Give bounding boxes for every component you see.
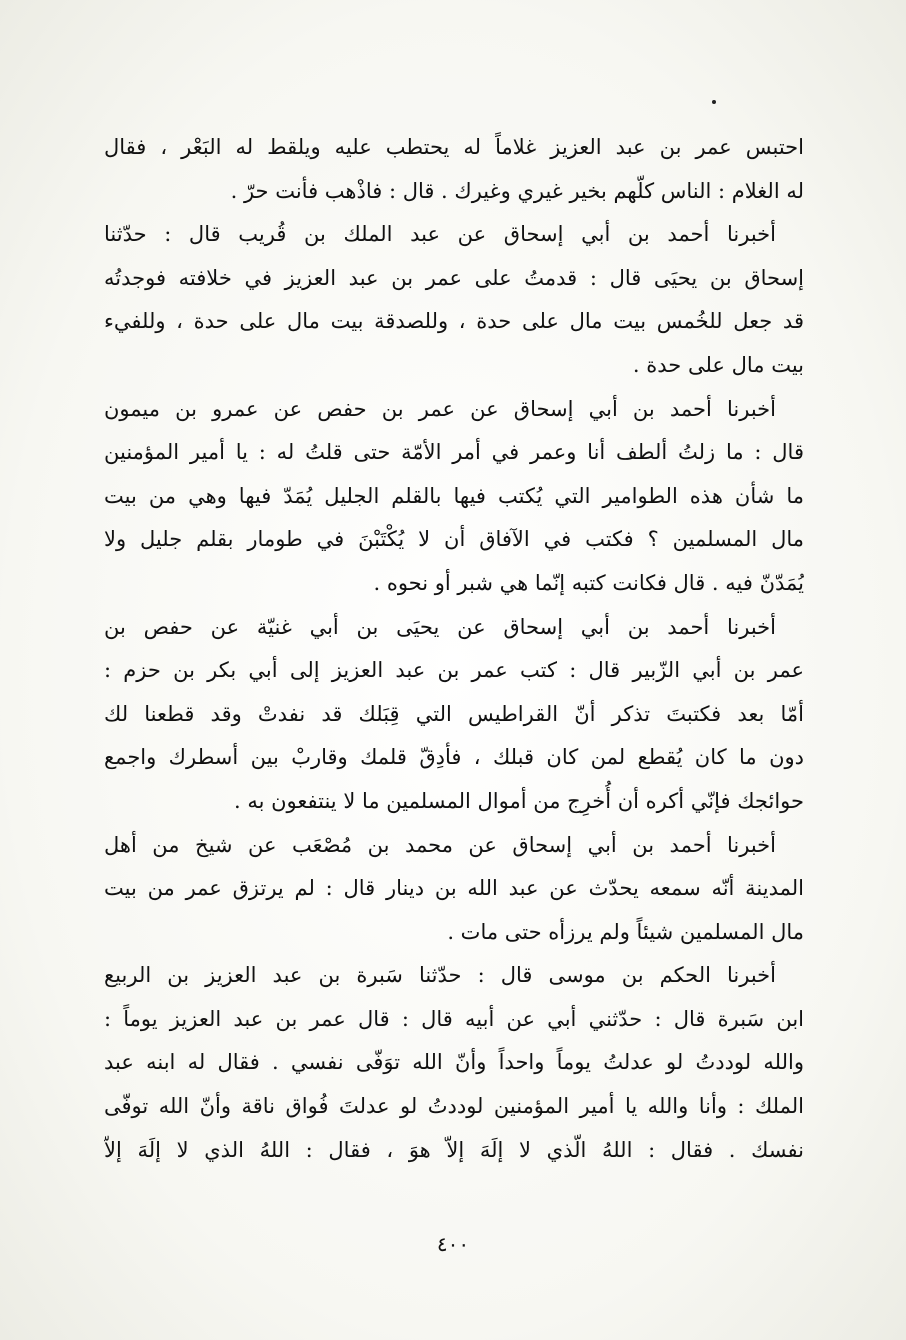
- text-line: المدينة أنّه سمعه يحدّث عن عبد الله بن دينار قال : لم يرتزق عمر من بيت: [104, 876, 804, 901]
- text-line: بيت مال على حدة .: [632, 352, 804, 377]
- text-line: عمر بن أبي الزّبير قال : كتب عمر بن عبد العزيز إلى أبي بكر بن حزم :: [104, 658, 804, 683]
- text-line: أخبرنا أحمد بن أبي إسحاق عن محمد بن مُصْعَب عن شيخ من أهل: [104, 832, 776, 857]
- text-line: نفسك . فقال : اللهُ الّذي لا إلَهَ إلاّ هوَ ، فقال : اللهُ الذي لا إلَهَ إلاّ: [104, 1137, 804, 1162]
- paragraph-6: [104, 954, 804, 1172]
- text-line: ما شأن هذه الطوامير التي يُكتب فيها بالقلم الجليل يُمَدّ فيها وهي من بيت: [104, 483, 804, 508]
- ink-dot: [712, 100, 716, 104]
- page-number: ٤٠٠: [436, 1232, 470, 1256]
- paragraph-5: [104, 824, 804, 955]
- text-line: إسحاق بن يحيَى قال : قدمتُ على عمر بن عبد العزيز في خلافته فوجدتُه: [104, 265, 804, 290]
- text-line: له الغلام : الناس كلّهم بخير غيري وغيرك . قال : فاذْهب فأنت حرّ .: [230, 178, 804, 203]
- text-line: والله لوددتُ لو عدلتُ يوماً واحداً وأنّ الله توَفّى نفسي . فقال له ابنه عبد: [104, 1050, 804, 1075]
- paragraph-1: [104, 126, 804, 213]
- paragraph-4: [104, 606, 804, 824]
- paragraph-3: [104, 388, 804, 606]
- text-line: قال : ما زلتُ ألطف أنا وعمر في أمر الأمّة حتى قلتُ له : يا أمير المؤمنين: [104, 440, 804, 465]
- text-line: ابن سَبرة قال : حدّثني أبي عن أبيه قال : قال عمر بن عبد العزيز يوماً :: [104, 1006, 804, 1031]
- text-line: مال المسلمين ؟ فكتب في الآفاق أن لا يُكْتَبْنَ في طومار بقلم جليل ولا: [104, 527, 804, 552]
- text-line: أخبرنا أحمد بن أبي إسحاق عن عمر بن حفص عن عمرو بن ميمون: [104, 396, 776, 421]
- text-line: يُمَدّنّ فيه . قال فكانت كتبه إنّما هي شبر أو نحوه .: [373, 570, 804, 595]
- text-line: دون ما كان يُقطع لمن كان قبلك ، فأدِقّ قلمك وقاربْ بين أسطرك واجمع: [104, 745, 804, 770]
- text-line: أخبرنا أحمد بن أبي إسحاق عن عبد الملك بن قُريب قال : حدّثنا: [104, 222, 776, 247]
- paragraph-2: [104, 213, 804, 387]
- text-line: حوائجك فإنّي أكره أن أُخرِج من أموال المسلمين ما لا ينتفعون به .: [233, 788, 804, 813]
- text-line: أخبرنا الحكم بن موسى قال : حدّثنا سَبرة بن عبد العزيز بن الربيع: [104, 963, 776, 988]
- text-line: أخبرنا أحمد بن أبي إسحاق عن يحيَى بن أبي غنيّة عن حفص بن: [104, 614, 776, 639]
- text-line: قد جعل للخُمس بيت مال على حدة ، وللصدقة بيت مال على حدة ، وللفيء: [104, 309, 804, 334]
- text-line: مال المسلمين شيئاً ولم يرزأه حتى مات .: [447, 919, 804, 944]
- page-body-text: [104, 126, 804, 1172]
- text-line: أمّا بعد فكتبتَ تذكر أنّ القراطيس التي قِبَلك قد نفدتْ وقد قطعنا لك: [104, 701, 804, 726]
- text-line: احتبس عمر بن عبد العزيز غلاماً له يحتطب عليه ويلقط له البَعْر ، فقال: [104, 135, 804, 159]
- text-line: الملك : وأنا والله يا أمير المؤمنين لوددتُ لو عدلتَ فُواق ناقة وأنّ الله توفّى: [104, 1094, 804, 1119]
